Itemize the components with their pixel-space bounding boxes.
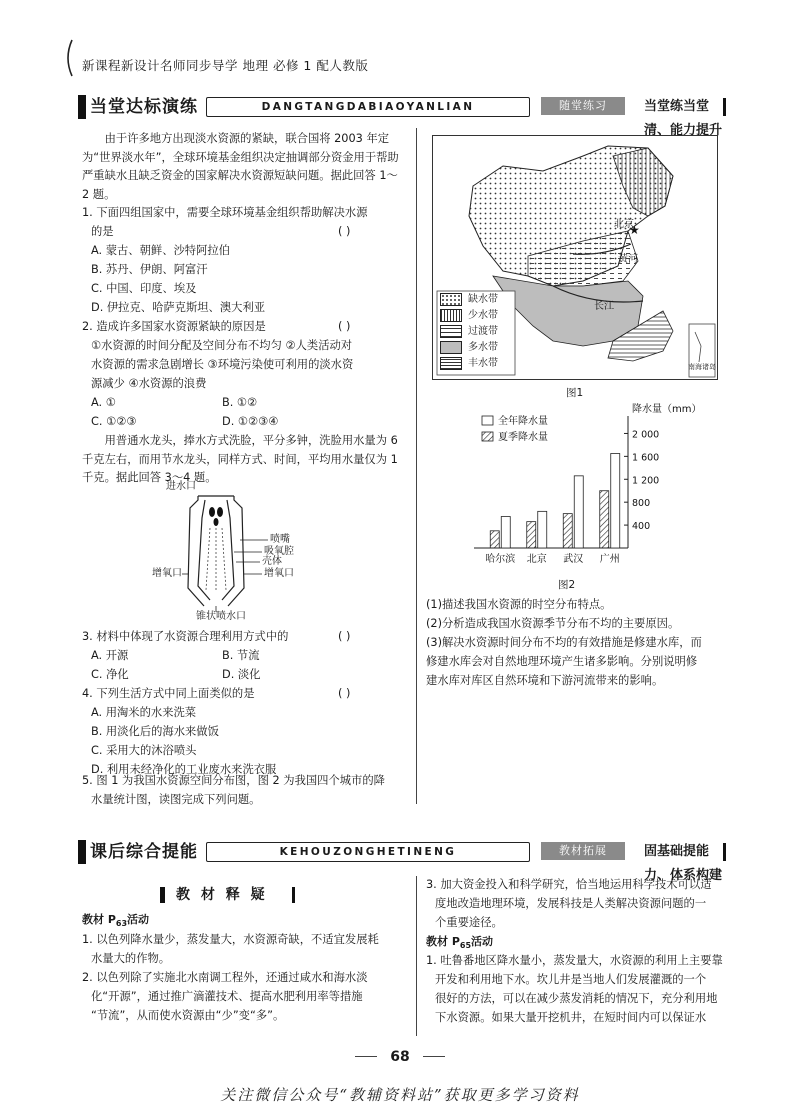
legend-swatch-gray-icon <box>440 341 462 354</box>
banner-marker <box>78 840 86 864</box>
faucet-label-inlet: 进水口 <box>166 481 196 492</box>
q1-option: A. 蒙古、朝鲜、沙特阿拉伯 <box>91 244 230 257</box>
q2-option: A. ① <box>91 396 116 409</box>
chart-bar-annual <box>574 476 583 548</box>
q2-choices-line: 源减少 ④水资源的浪费 <box>91 377 207 390</box>
map-label-beijing: 北京 <box>614 219 634 230</box>
chart-x-tick-label: 北京 <box>526 554 547 565</box>
q3-option: C. 净化 <box>91 668 129 681</box>
right-question: (2)分析造成我国水资源季节分布不均的主要原因。 <box>426 617 680 630</box>
chart-y-tick-label: 800 <box>632 498 651 510</box>
section-title-box <box>160 884 308 906</box>
q2-option: B. ①② <box>222 396 258 409</box>
page-number-row <box>340 1046 460 1066</box>
q1-stem-cont: 的是 <box>91 225 114 238</box>
chart-bar-summer <box>563 514 572 548</box>
chart-svg <box>470 402 720 576</box>
answer-line: 化“开源”，通过推广滴灌技术、提高水肥利用率等措施 <box>91 990 363 1003</box>
q2-choices-line: ①水资源的时间分配及空间分布不均匀 ②人类活动对 <box>91 339 353 352</box>
precipitation-chart <box>470 402 720 576</box>
q1-option: B. 苏丹、伊朗、阿富汗 <box>91 263 208 276</box>
banner-end-bar <box>723 843 726 861</box>
q3-option: A. 开源 <box>91 649 129 662</box>
legend-item: 过渡带 <box>440 324 518 340</box>
chart-legend-label: 全年降水量 <box>498 416 548 427</box>
answer-line: 很好的方法，可以在减少蒸发消耗的情况下，充分利用地 <box>435 992 718 1005</box>
legend-swatch-vertical-icon <box>440 309 462 322</box>
chart-x-tick-label: 广州 <box>599 554 620 565</box>
answer-line: 1. 吐鲁番地区降水量小，蒸发量大，水资源的利用上主要靠 <box>426 954 723 967</box>
answer-line: 开发和利用地下水。坎儿井是当地人们发展灌溉的一个 <box>435 973 707 986</box>
chart-bar-summer <box>490 531 499 548</box>
page-dash-right <box>423 1056 445 1057</box>
section-end-bar <box>292 887 295 903</box>
chart-y-tick-label: 1 200 <box>632 475 660 487</box>
right-question: 修建水库会对自然地理环境产生诸多影响。分别说明修 <box>426 655 698 668</box>
banner-pinyin: KEHOUZONGHETINENG <box>206 842 530 862</box>
banner-slogan: 固基础提能力、体系构建 <box>644 844 723 883</box>
q2-option: C. ①②③ <box>91 415 137 428</box>
banner-tag: 教材拓展 <box>541 842 625 860</box>
faucet-label-bottom: 锥状喷水口 <box>196 611 246 622</box>
q1-option: C. 中国、印度、埃及 <box>91 282 197 295</box>
textbook-ref: 教材 $P_{65}$活动 <box>426 935 494 951</box>
q3-answer-paren: ( ) <box>338 630 351 643</box>
chart-legend-label: 夏季降水量 <box>498 432 548 443</box>
svg-text:★: ★ <box>629 223 640 237</box>
q1-stem: 1. 下面四组国家中，需要全球环境基金组织帮助解决水源 <box>82 206 368 219</box>
map-label-huanghe: 黄河 <box>618 254 638 265</box>
chart-y-axis-label: 降水量（mm） <box>632 404 702 415</box>
q2-choices-line: 水资源的需求急剧增长 ③环境污染使可利用的淡水资 <box>91 358 354 371</box>
q2-option: D. ①②③④ <box>222 415 279 428</box>
answer-line: 下水资源。如果大量开挖机井，在短时间内可以保证水 <box>435 1011 707 1024</box>
textbook-ref: 教材 $P_{63}$活动 <box>82 913 150 929</box>
q1-answer-paren: ( ) <box>338 225 351 238</box>
q5-stem-cont: 水量统计图，读图完成下列问题。 <box>91 793 261 806</box>
column-divider-bottom <box>416 876 417 1036</box>
section-marker <box>160 887 165 903</box>
chart-caption: 图2 <box>558 579 576 591</box>
q2-answer-paren: ( ) <box>338 320 351 333</box>
legend-item: 多水带 <box>440 340 518 356</box>
intro-paragraph-2: 用普通水龙头，捧水方式洗脸，平分多钟，洗脸用水量为 6 千克左右，而用节水龙头，同样方式、时间，平均用水量仅为 1 千克。据此回答 3～4 题。 <box>82 434 398 484</box>
q4-option: B. 用淡化后的海水来做饭 <box>91 725 219 738</box>
chart-bar-annual <box>538 511 547 548</box>
book-title: 新课程新设计名师同步导学 地理 必修 1 配人教版 <box>82 58 369 73</box>
legend-swatch-dots-icon <box>440 293 462 306</box>
answer-line: 2. 以色列除了实施北水南调工程外，还通过咸水和海水淡 <box>82 971 368 984</box>
chart-bar-summer <box>600 491 609 548</box>
map-legend <box>440 292 518 372</box>
column-divider <box>416 128 417 804</box>
banner-after-class <box>78 840 726 883</box>
q4-answer-paren: ( ) <box>338 687 351 700</box>
faucet-diagram <box>150 478 350 620</box>
chart-legend-swatch-annual <box>482 416 493 425</box>
banner-end-bar <box>723 98 726 116</box>
q5-stem: 5. 图 1 为我国水资源空间分布图，图 2 为我国四个城市的降 <box>82 774 385 787</box>
q4-option: D. 利用未经净化的工业废水来洗衣服 <box>91 763 277 776</box>
legend-item: 缺水带 <box>440 292 518 308</box>
faucet-label: 吸氧腔 <box>264 546 294 557</box>
q3-option: B. 节流 <box>222 649 260 662</box>
faucet-label: 增氧口 <box>264 568 294 579</box>
q1-option: D. 伊拉克、哈萨克斯坦、澳大利亚 <box>91 301 266 314</box>
answer-line: 1. 以色列降水量少，蒸发量大，水资源奇缺，不适宜发展耗 <box>82 933 379 946</box>
banner-pinyin: DANGTANGDABIAOYANLIAN <box>206 97 530 117</box>
chart-bar-annual <box>611 454 620 549</box>
answer-line: “节流”，从而使水资源由“少”变“多”。 <box>91 1009 285 1022</box>
chart-x-tick-label: 武汉 <box>563 554 584 565</box>
right-question: (1)描述我国水资源的时空分布特点。 <box>426 598 612 611</box>
faucet-label-left-inlet: 增氧口 <box>152 568 182 579</box>
chart-bar-annual <box>501 517 510 549</box>
legend-swatch-horizontal-icon <box>440 357 462 370</box>
footer-note: 关注微信公众号“教辅资料站”获取更多学习资料 <box>220 1086 580 1104</box>
banner-slogan: 当堂练当堂清、能力提升 <box>644 99 723 138</box>
answer-line: 度地改造地理环境，发展科技是人类解决资源问题的一 <box>435 897 707 910</box>
right-question: (3)解决水资源时间分布不均的有效措施是修建水库，而 <box>426 636 702 649</box>
q4-option: A. 用淘米的水来洗菜 <box>91 706 197 719</box>
q3-stem: 3. 材料中体现了水资源合理利用方式中的 <box>82 630 289 643</box>
intro-paragraph-1: 由于许多地方出现淡水资源的紧缺，联合国将 2003 年定为“世界淡水年”，全球环境基金组织决定抽调部分资金用于帮助严重缺水且缺乏资金的国家解决水资源短缺问题。据此回答 1～2 题。 <box>82 132 399 201</box>
banner-tag: 随堂练习 <box>541 97 625 115</box>
right-question: 建水库对库区自然环境和下游河流带来的影响。 <box>426 674 664 687</box>
q2-stem: 2. 造成许多国家水资源紧缺的原因是 <box>82 320 266 333</box>
chart-y-tick-label: 1 600 <box>632 452 660 464</box>
chart-x-tick-label: 哈尔滨 <box>485 554 516 565</box>
map-label-changjiang: 长江 <box>594 301 614 312</box>
legend-swatch-dash-icon <box>440 325 462 338</box>
chart-y-tick-label: 2 000 <box>632 429 660 441</box>
chart-bar-summer <box>527 522 536 548</box>
q3-option: D. 淡化 <box>222 668 261 681</box>
banner-practice <box>78 95 726 138</box>
map-caption: 图1 <box>566 387 584 399</box>
answer-line: 个重要途径。 <box>435 916 503 929</box>
section-title: 教 材 释 疑 <box>176 887 268 903</box>
faucet-label: 壳体 <box>262 556 282 567</box>
page-dash-left <box>355 1056 377 1057</box>
map-label-nanhai: 南海诸岛 <box>688 363 716 371</box>
banner-marker <box>78 95 86 119</box>
chart-y-tick-label: 400 <box>632 521 651 533</box>
answer-line: 水量大的作物。 <box>91 952 171 965</box>
legend-item: 丰水带 <box>440 356 518 372</box>
page-number: 68 <box>390 1049 410 1065</box>
q4-stem: 4. 下列生活方式中同上面类似的是 <box>82 687 255 700</box>
header-curl-decoration <box>62 38 76 78</box>
answer-line: 3. 加大资金投入和科学研究，恰当地运用科学技术可以适 <box>426 878 712 891</box>
legend-item: 少水带 <box>440 308 518 324</box>
faucet-label: 喷嘴 <box>270 534 290 545</box>
chart-legend-swatch-summer <box>482 432 493 441</box>
banner-title: 课后综合提能 <box>90 842 198 862</box>
q4-option: C. 采用大的沐浴喷头 <box>91 744 197 757</box>
banner-title: 当堂达标演练 <box>90 97 198 117</box>
